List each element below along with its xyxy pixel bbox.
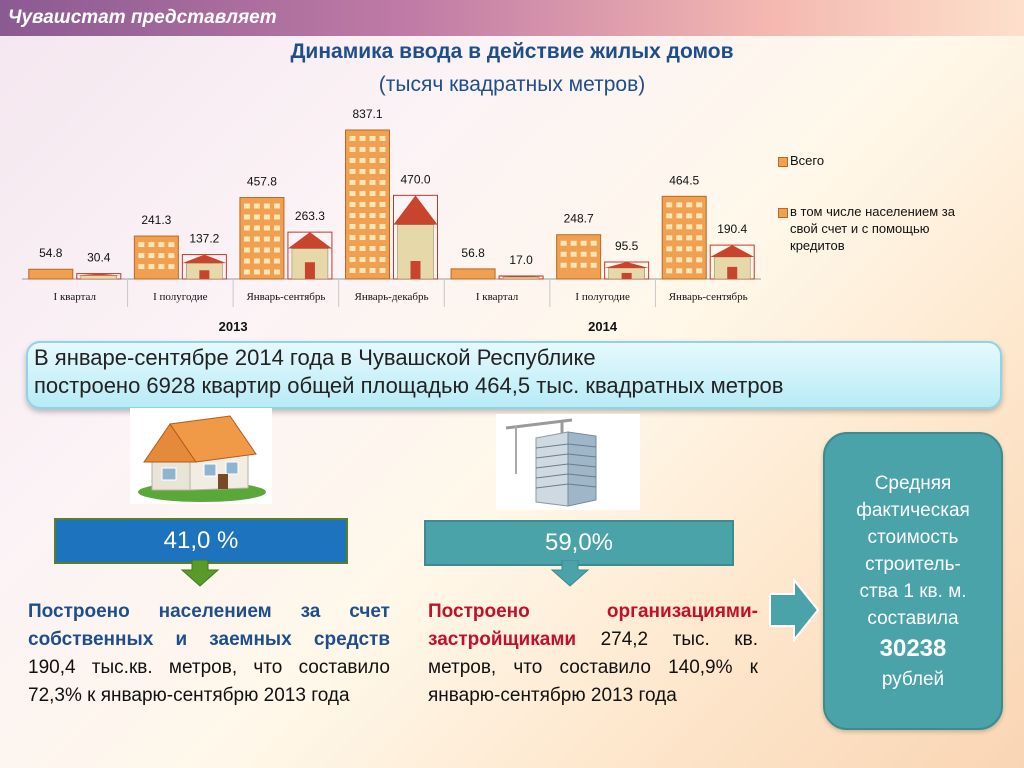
house-icon: [130, 408, 272, 504]
bar-window: [561, 263, 567, 268]
info-line-1: В январе-сентябре 2014 года в Чувашской Республике: [34, 345, 596, 370]
bar-window: [360, 257, 366, 262]
bar-window: [350, 136, 356, 141]
bar-window: [350, 191, 356, 196]
bar-window: [360, 235, 366, 240]
bar-window: [696, 235, 702, 240]
bar-window: [676, 224, 682, 229]
data-label-total: 241.3: [141, 213, 172, 228]
house-roof: [605, 262, 649, 268]
bar-window: [244, 259, 250, 264]
data-label-population: 137.2: [189, 231, 220, 246]
house-door: [411, 261, 421, 279]
x-tick-label: Январь-декабрь: [354, 291, 429, 303]
bar-window: [274, 226, 280, 231]
bar-window: [370, 213, 376, 218]
bar-window: [581, 252, 587, 257]
bar-window: [350, 202, 356, 207]
bar-window: [168, 253, 174, 258]
developers-text-bold: Построено организациями-застройщиками: [428, 601, 758, 650]
legend-label-population-line: в том числе населением за: [790, 204, 956, 219]
data-label-population: 30.4: [87, 250, 111, 265]
year-group-label: 2013: [218, 319, 248, 334]
bar-window: [158, 264, 164, 269]
house-roof: [394, 195, 438, 224]
bar-window: [666, 246, 672, 251]
bar-window: [591, 263, 597, 268]
population-text: [28, 598, 390, 710]
bar-window: [370, 246, 376, 251]
bar-window: [138, 253, 144, 258]
legend-label-population-line: кредитов: [790, 238, 845, 253]
price-value: 30238: [879, 635, 947, 662]
header-label: Чувашстат представляет: [8, 7, 277, 28]
bar-window: [676, 268, 682, 273]
chart-title: Динамика ввода в действие жилых домов: [290, 40, 734, 63]
data-label-population: 17.0: [509, 252, 533, 267]
bar-window: [676, 257, 682, 262]
data-label-total: 54.8: [39, 246, 63, 261]
bar-window: [264, 248, 270, 253]
bar-window: [686, 268, 692, 273]
bar-window: [244, 204, 250, 209]
bar-window: [370, 191, 376, 196]
bar-window: [254, 248, 260, 253]
bar-window: [696, 213, 702, 218]
bar-window: [591, 252, 597, 257]
data-label-population: 190.4: [717, 222, 748, 237]
bar-window: [350, 147, 356, 152]
bar-window: [676, 246, 682, 251]
year-group-label: 2014: [588, 319, 618, 334]
bar-window: [138, 264, 144, 269]
bar-window: [370, 158, 376, 163]
bar-window: [138, 242, 144, 247]
house-wall: [81, 275, 117, 279]
bar-window: [158, 242, 164, 247]
bar-window: [686, 202, 692, 207]
x-tick-label: I квартал: [475, 291, 519, 303]
bar-window: [360, 191, 366, 196]
x-tick-label: I квартал: [53, 291, 97, 303]
data-label-population: 263.3: [294, 209, 325, 224]
bar-window: [360, 158, 366, 163]
bar-total: [29, 269, 73, 279]
bar-window: [244, 237, 250, 242]
bar-window: [254, 215, 260, 220]
bar-window: [244, 226, 250, 231]
x-tick-label: I полугодие: [153, 291, 208, 303]
bar-window: [370, 235, 376, 240]
bar-window: [274, 248, 280, 253]
bar-window: [380, 268, 386, 273]
bar-window: [676, 202, 682, 207]
bar-window: [571, 263, 577, 268]
house-door: [199, 270, 209, 279]
bar-window: [686, 235, 692, 240]
bar-window: [380, 202, 386, 207]
house-door: [305, 262, 315, 279]
arrow-down-icon: [180, 560, 220, 588]
bar-window: [360, 213, 366, 218]
house-roof: [182, 255, 226, 264]
bar-window: [350, 158, 356, 163]
price-unit: рублей: [881, 669, 945, 690]
bar-window: [696, 224, 702, 229]
bar-window: [360, 224, 366, 229]
bar-window: [254, 237, 260, 242]
house-door: [622, 273, 632, 279]
bar-window: [571, 252, 577, 257]
bar-window: [254, 226, 260, 231]
data-label-total: 464.5: [669, 173, 700, 188]
bar-window: [274, 237, 280, 242]
bar-window: [350, 169, 356, 174]
bar-window: [350, 257, 356, 262]
bar-window: [274, 215, 280, 220]
bar-window: [158, 253, 164, 258]
bar-window: [561, 241, 567, 246]
bar-window: [370, 224, 376, 229]
bar-window: [264, 204, 270, 209]
bar-window: [676, 235, 682, 240]
bar-window: [666, 235, 672, 240]
bar-window: [168, 264, 174, 269]
legend-swatch-total: [778, 157, 788, 167]
bar-window: [686, 224, 692, 229]
bar-window: [274, 270, 280, 275]
bar-window: [581, 263, 587, 268]
bar-window: [350, 235, 356, 240]
bar-window: [264, 226, 270, 231]
data-label-total: 56.8: [461, 245, 485, 260]
bar-window: [168, 242, 174, 247]
legend-label-total: Всего: [790, 153, 825, 168]
bar-window: [676, 213, 682, 218]
bar-window: [696, 257, 702, 262]
bar-window: [581, 241, 587, 246]
bar-window: [370, 180, 376, 185]
bar-window: [244, 215, 250, 220]
bar-window: [244, 248, 250, 253]
bar-window: [370, 147, 376, 152]
bar-window: [264, 270, 270, 275]
x-tick-label: Январь-сентябрь: [668, 291, 748, 303]
price-text-line: стоимость: [867, 527, 959, 548]
bar-window: [696, 246, 702, 251]
bar-window: [686, 213, 692, 218]
bar-window: [360, 246, 366, 251]
bar-window: [380, 257, 386, 262]
x-tick-label: Январь-сентябрь: [246, 291, 326, 303]
bar-window: [274, 204, 280, 209]
developers-text-rest: 274,2 тыс. кв. метров, что составило 140,9% к январю-сентябрю 2013 года: [428, 629, 758, 706]
bar-window: [254, 204, 260, 209]
bar-window: [360, 169, 366, 174]
bar-window: [666, 268, 672, 273]
bar-window: [666, 224, 672, 229]
data-label-total: 248.7: [563, 211, 594, 226]
price-text-line: строитель-: [865, 554, 961, 575]
bar-window: [350, 246, 356, 251]
bar-window: [350, 224, 356, 229]
bar-window: [370, 202, 376, 207]
bar-window: [360, 180, 366, 185]
bar-window: [360, 147, 366, 152]
building-crane-icon: [496, 414, 640, 510]
bar-window: [148, 264, 154, 269]
bar-window: [148, 242, 154, 247]
bar-window: [686, 246, 692, 251]
bar-window: [666, 213, 672, 218]
arrow-right-icon: [768, 578, 820, 642]
bar-window: [274, 259, 280, 264]
bar-window: [360, 268, 366, 273]
info-line-2: построено 6928 квартир общей площадью 464,5 тыс. квадратных метров: [34, 373, 784, 398]
developers-text: [428, 598, 758, 710]
bar-window: [561, 252, 567, 257]
bar-window: [370, 136, 376, 141]
house-roof: [710, 245, 754, 257]
bar-window: [696, 202, 702, 207]
bar-window: [380, 158, 386, 163]
price-text-line: составила: [867, 608, 959, 629]
bar-window: [380, 246, 386, 251]
data-label-total: 457.8: [246, 174, 277, 189]
bar-window: [380, 147, 386, 152]
bar-window: [360, 136, 366, 141]
bar-window: [380, 180, 386, 185]
percent-box-population: 41,0 %: [54, 518, 348, 564]
bar-window: [360, 202, 366, 207]
bar-window: [350, 268, 356, 273]
bar-window: [380, 169, 386, 174]
bar-window: [254, 270, 260, 275]
bar-window: [244, 270, 250, 275]
data-label-total: 837.1: [352, 107, 383, 121]
info-box: [26, 341, 1002, 409]
bar-window: [666, 202, 672, 207]
data-label-population: 95.5: [614, 239, 639, 254]
bar-window: [370, 169, 376, 174]
bar-window: [264, 215, 270, 220]
house-door: [727, 267, 737, 279]
house-wall: [503, 277, 539, 279]
price-text-line: Средняя: [874, 473, 952, 494]
bar-window: [696, 268, 702, 273]
bar-window: [380, 191, 386, 196]
price-text-line: ства 1 кв. м.: [859, 581, 967, 602]
bar-window: [264, 237, 270, 242]
bar-window: [380, 136, 386, 141]
bar-window: [350, 180, 356, 185]
arrow-down-icon: [550, 560, 590, 588]
bar-window: [264, 259, 270, 264]
bar-window: [591, 241, 597, 246]
price-text-line: фактическая: [856, 500, 970, 521]
chart-subtitle: (тысяч квадратных метров): [378, 73, 646, 96]
bar-window: [254, 259, 260, 264]
average-price-box: [823, 432, 1003, 730]
bar-total: [451, 269, 495, 279]
bar-window: [380, 213, 386, 218]
bar-window: [148, 253, 154, 258]
x-tick-label: I полугодие: [575, 291, 630, 303]
bar-window: [666, 257, 672, 262]
header-bar: [0, 0, 1024, 36]
population-text-rest: 190,4 тыс.кв. метров, что составило 72,3% к январю-сентябрю 2013 года: [28, 657, 390, 706]
bar-window: [350, 213, 356, 218]
population-text-bold: Построено населением за счет собственных и заемных средств: [28, 601, 390, 650]
bar-window: [686, 257, 692, 262]
bar-window: [380, 235, 386, 240]
bar-window: [370, 257, 376, 262]
legend-label-population-line: свой счет и с помощью: [790, 221, 930, 236]
data-label-population: 470.0: [400, 172, 431, 187]
bar-window: [380, 224, 386, 229]
bar-window: [370, 268, 376, 273]
house-roof: [288, 232, 332, 248]
bar-window: [571, 241, 577, 246]
legend-swatch-population: [778, 208, 788, 218]
percent-box-developers: 59,0%: [424, 520, 734, 566]
